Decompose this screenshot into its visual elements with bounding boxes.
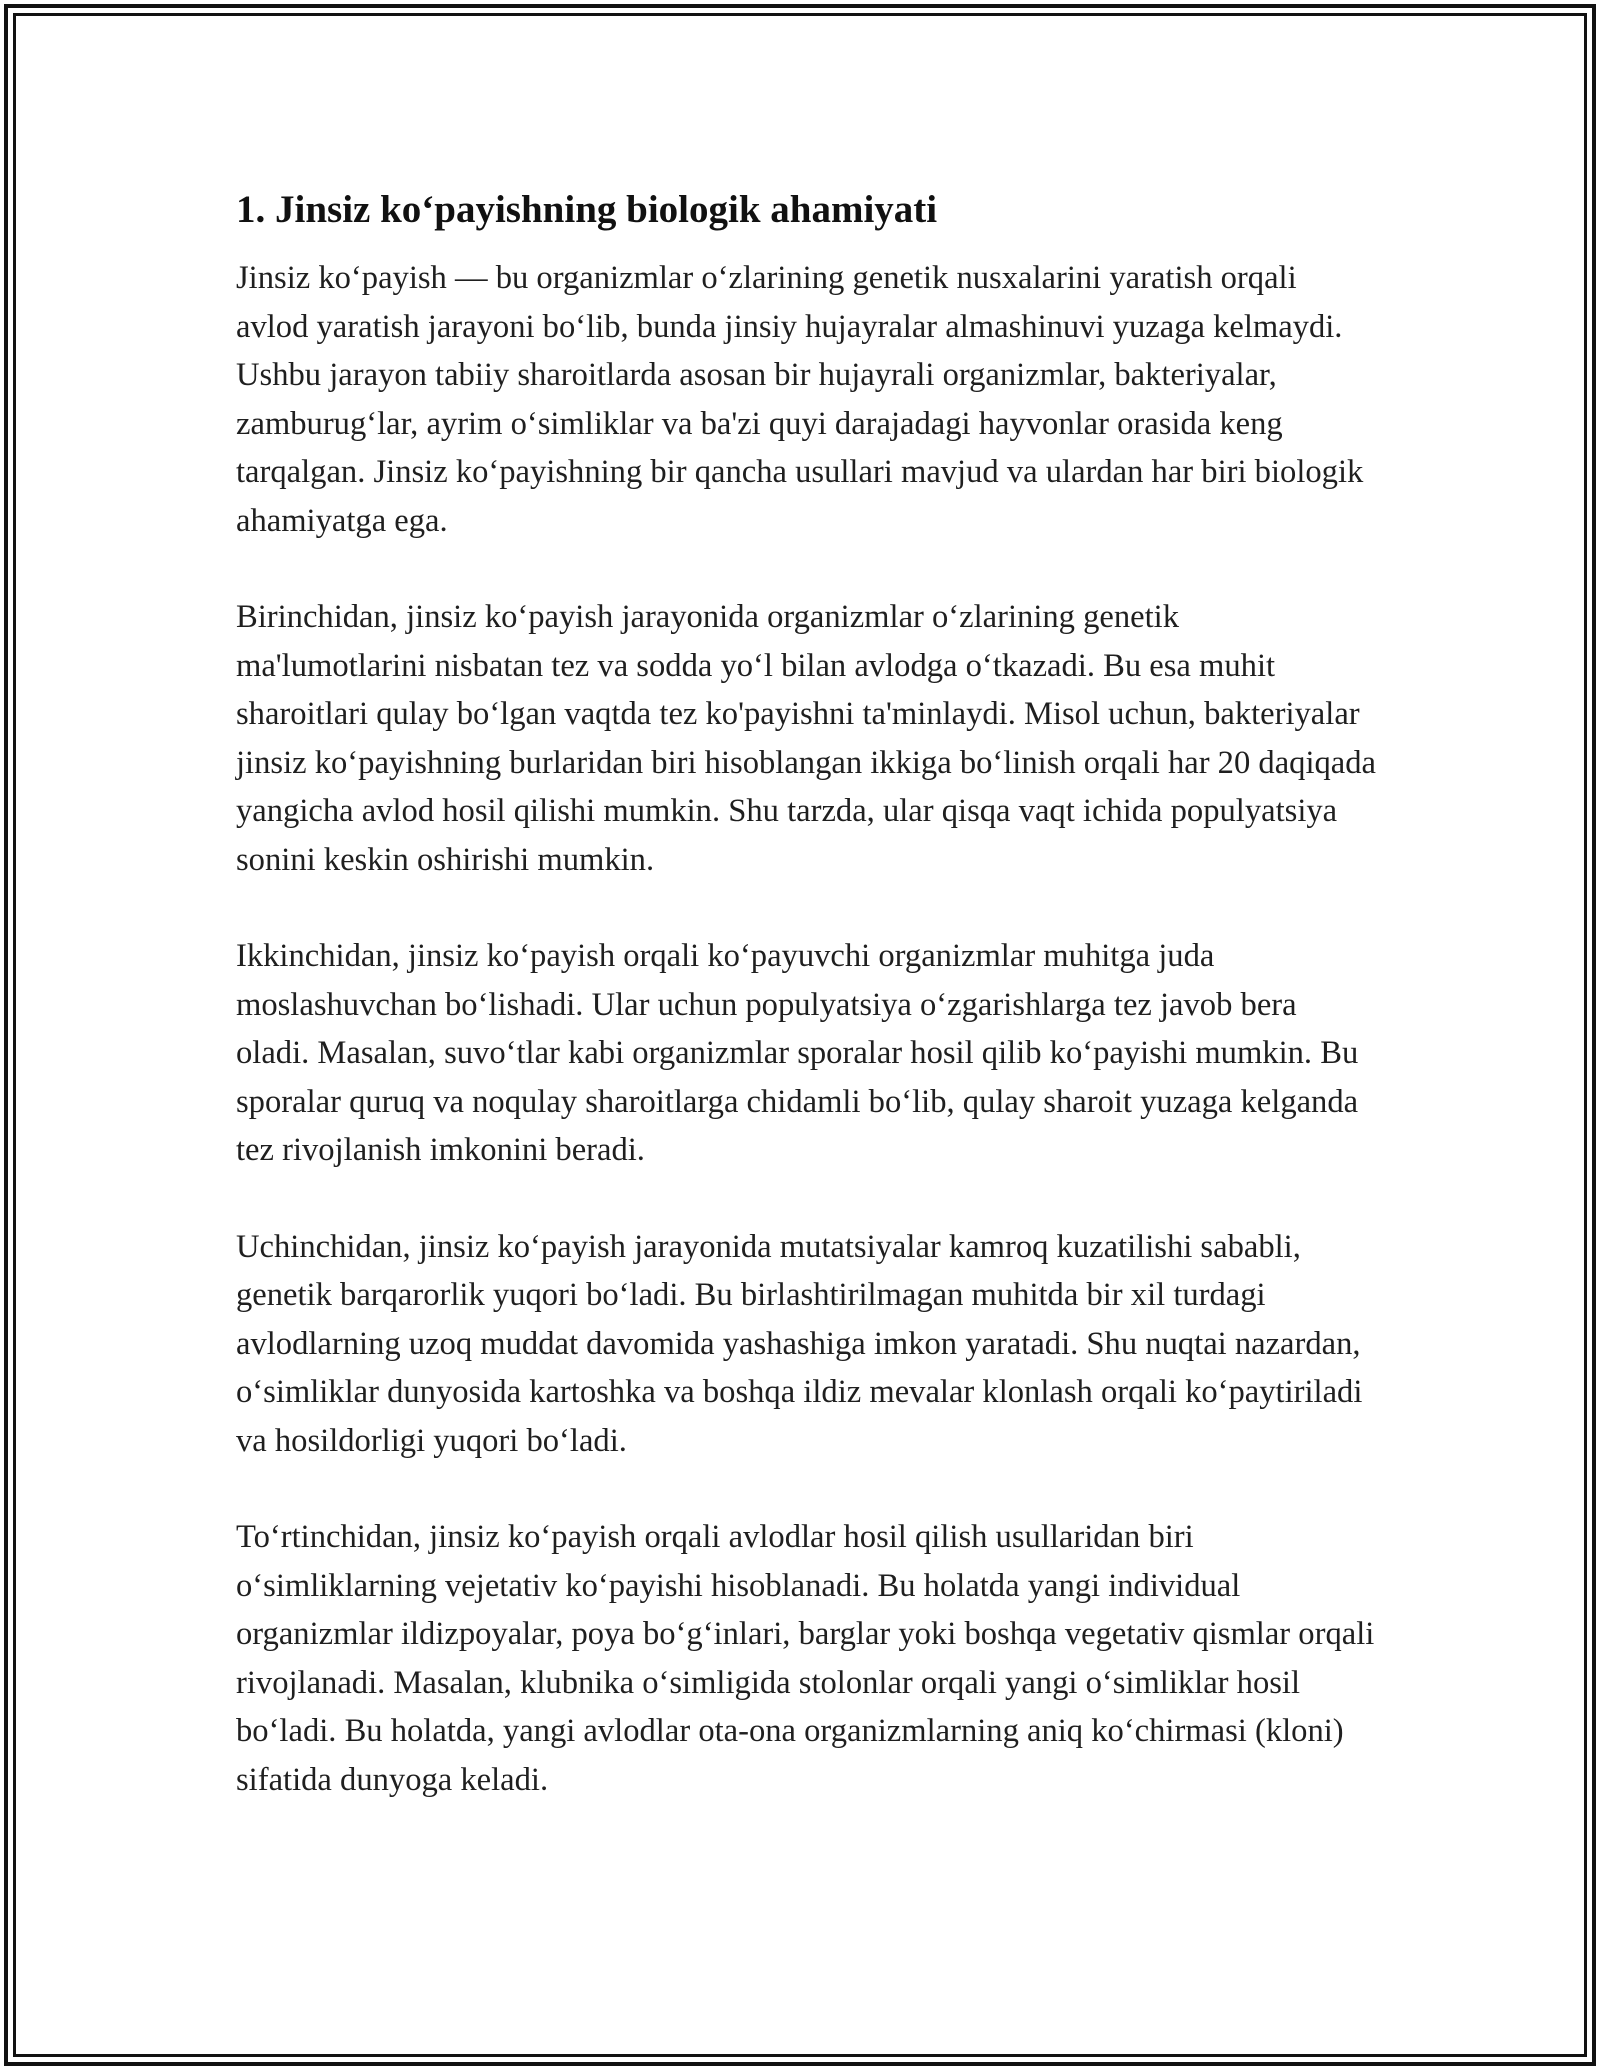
paragraph-fourth-point: To‘rtinchidan, jinsiz ko‘payish orqali avlodlar hosil qilish usullaridan biri o‘simliklarning vejetativ ko‘payishi hisoblanadi. Bu holatda yangi individual organizmlar ildizpoyalar, poya bo‘g‘inlari, barglar yoki boshqa vegetativ qismlar orqali rivojlanadi. Masalan, klubnika o‘simligida stolonlar orqali yangi o‘simliklar hosil bo‘ladi. Bu holatda, yangi avlodlar ota-ona organizmlarning aniq ko‘chirmasi (kloni) sifatida dunyoga keladi. [236,1519,1375,1798]
paragraph-intro: Jinsiz ko‘payish — bu organizmlar o‘zlarining genetik nusxalarini yaratish orqali avlod yaratish jarayoni bo‘lib, bunda jinsiy hujayralar almashinuvi yuzaga kelmaydi. Ushbu jarayon tabiiy sharoitlarda asosan bir hujayrali organizmlar, bakteriyalar, zamburug‘lar, ayrim o‘simliklar va ba'zi quyi darajadagi hayvonlar orasida keng tarqalgan. Jinsiz ko‘payishning bir qancha usullari mavjud va ulardan har biri biologik ahamiyatga ega. [236,260,1364,539]
paragraph-third-point: Uchinchidan, jinsiz ko‘payish jarayonida mutatsiyalar kamroq kuzatilishi sababli, genetik barqarorlik yuqori bo‘ladi. Bu birlashtirilmagan muhitda bir xil turdagi avlodlarning uzoq muddat davomida yashashiga imkon yaratadi. Shu nuqtai nazardan, o‘simliklar dunyosida kartoshka va boshqa ildiz mevalar klonlash orqali ko‘paytiriladi va hosildorligi yuqori bo‘ladi. [236,1228,1363,1459]
document-body [236,186,1376,1852]
paragraph-second-point: Ikkinchidan, jinsiz ko‘payish orqali ko‘payuvchi organizmlar muhitga juda moslashuvchan bo‘lishadi. Ular uchun populyatsiya o‘zgarishlarga tez javob bera oladi. Masalan, suvo‘tlar kabi organizmlar sporalar hosil qilib ko‘payishi mumkin. Bu sporalar quruq va noqulay sharoitlarga chidamli bo‘lib, qulay sharoit yuzaga kelganda tez rivojlanish imkonini beradi. [236,938,1359,1168]
paragraph-first-point: Birinchidan, jinsiz ko‘payish jarayonida organizmlar o‘zlarining genetik ma'lumotlarini nisbatan tez va sodda yo‘l bilan avlodga o‘tkazadi. Bu esa muhit sharoitlari qulay bo‘lgan vaqtda tez ko'payishni ta'minlaydi. Misol uchun, bakteriyalar jinsiz ko‘payishning burlaridan biri hisoblangan ikkiga bo‘linish orqali har 20 daqiqada yangicha avlod hosil qilishi mumkin. Shu tarzda, ular qisqa vaqt ichida populyatsiya sonini keskin oshirishi mumkin. [236,599,1376,878]
section-heading: 1. Jinsiz ko‘payishning biologik ahamiyati [236,188,938,231]
